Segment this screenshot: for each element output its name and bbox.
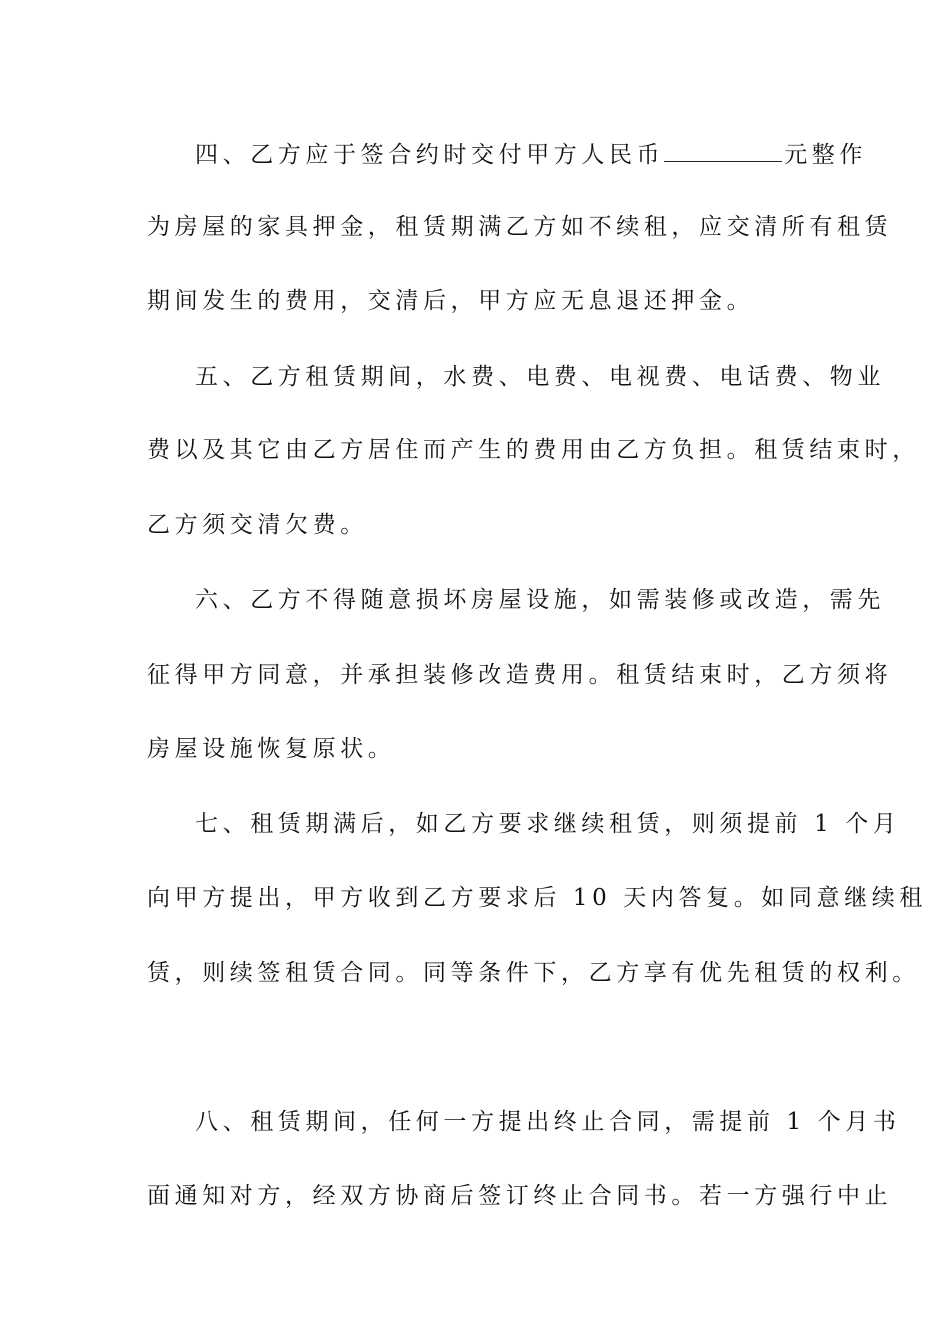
clause-5-line-2: 费以及其它由乙方居住而产生的费用由乙方负担。租赁结束时， bbox=[147, 437, 920, 463]
clause-7-line-2: 向甲方提出，甲方收到乙方要求后 10 天内答复。如同意继续租 bbox=[147, 885, 927, 911]
clause-6-line-3: 房屋设施恢复原状。 bbox=[147, 736, 396, 762]
clause-4-line-3: 期间发生的费用，交清后，甲方应无息退还押金。 bbox=[147, 288, 755, 314]
deposit-amount-blank bbox=[664, 141, 782, 162]
clause-6-line-2: 征得甲方同意，并承担装修改造费用。租赁结束时，乙方须将 bbox=[147, 662, 893, 688]
clause-8-line-2: 面通知对方，经双方协商后签订终止合同书。若一方强行中止 bbox=[147, 1183, 893, 1209]
clause-7-line-1: 七、租赁期满后，如乙方要求继续租赁，则须提前 1 个月 bbox=[195, 811, 901, 837]
clause-8-line-1: 八、租赁期间，任何一方提出终止合同，需提前 1 个月书 bbox=[195, 1109, 901, 1135]
clause-7-line-3: 赁，则续签租赁合同。同等条件下，乙方享有优先租赁的权利。 bbox=[147, 960, 920, 986]
clause-4-text-before-blank: 四、乙方应于签合约时交付甲方人民币 bbox=[195, 142, 665, 168]
clause-6-line-1: 六、乙方不得随意损坏房屋设施，如需装修或改造，需先 bbox=[195, 587, 885, 613]
clause-5-line-3: 乙方须交清欠费。 bbox=[147, 512, 368, 538]
clause-4-text-after-blank: 元整作 bbox=[784, 142, 868, 168]
clause-4-line-2: 为房屋的家具押金，租赁期满乙方如不续租，应交清所有租赁 bbox=[147, 214, 893, 240]
clause-4-line-1 bbox=[195, 140, 868, 170]
clause-5-line-1: 五、乙方租赁期间，水费、电费、电视费、电话费、物业 bbox=[195, 364, 885, 390]
